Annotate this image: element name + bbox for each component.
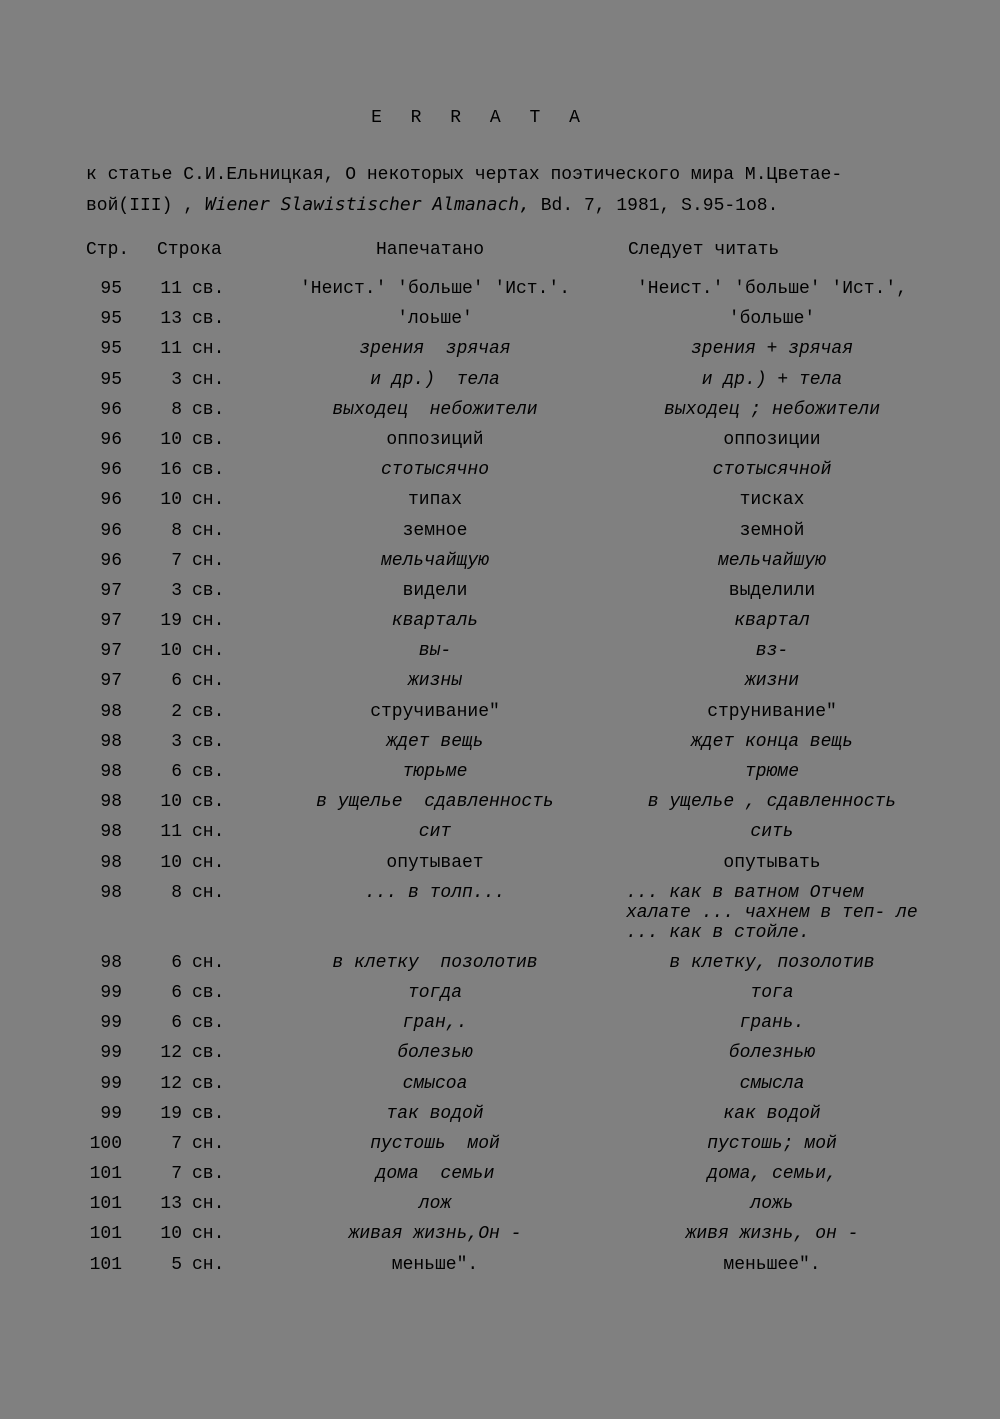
printed-text: мельчайщую xyxy=(380,550,490,571)
table-row xyxy=(0,1043,1000,1073)
line-number: 7 xyxy=(171,1133,182,1154)
line-direction: сн. xyxy=(192,852,225,873)
page-number: 101 xyxy=(89,1224,122,1245)
correct-text: квартал xyxy=(734,611,810,632)
correct-text: земной xyxy=(739,520,805,541)
line-number: 12 xyxy=(160,1073,182,1094)
printed-text: лож xyxy=(418,1194,452,1215)
page-number: 98 xyxy=(100,952,122,973)
table-row xyxy=(0,853,1000,883)
line-number: 6 xyxy=(171,952,182,973)
line-number: 7 xyxy=(171,550,182,571)
printed-text: и др.) тела xyxy=(370,369,500,390)
table-row xyxy=(0,671,1000,701)
line-direction: св. xyxy=(192,701,225,722)
page-number: 100 xyxy=(89,1133,122,1154)
printed-text: стотысячно xyxy=(380,460,490,481)
page-number: 99 xyxy=(100,1043,122,1064)
correct-text: выходец ; небожители xyxy=(663,399,881,420)
line-direction: сн. xyxy=(192,822,225,843)
table-row xyxy=(0,953,1000,983)
intro-part-a: вой(III) , xyxy=(86,196,205,216)
printed-text: вы- xyxy=(418,641,452,662)
page-number: 95 xyxy=(100,309,122,330)
printed-text: 'лоьше' xyxy=(397,309,473,330)
table-row xyxy=(0,702,1000,732)
correct-text: опутывать xyxy=(723,852,821,873)
printed-text: меньше". xyxy=(391,1254,479,1275)
correct-text: мельчайшую xyxy=(717,550,827,571)
page-number: 98 xyxy=(100,852,122,873)
intro-line-2 xyxy=(86,190,946,221)
table-row xyxy=(0,983,1000,1013)
correct-text: 'Неист.' 'больше' 'Ист.', xyxy=(636,279,908,299)
line-number: 6 xyxy=(171,982,182,1003)
correct-text: 'больше' xyxy=(728,309,816,330)
table-row xyxy=(0,1074,1000,1104)
line-number: 10 xyxy=(160,1224,182,1245)
line-number: 12 xyxy=(160,1043,182,1064)
page-number: 99 xyxy=(100,982,122,1003)
page-number: 101 xyxy=(89,1164,122,1185)
page-number: 97 xyxy=(100,671,122,692)
table-row xyxy=(0,430,1000,460)
table-row xyxy=(0,641,1000,671)
line-direction: св. xyxy=(192,460,225,481)
page-number: 98 xyxy=(100,731,122,752)
correct-text: и др.) + тела xyxy=(701,369,843,390)
correct-text: вз- xyxy=(755,641,789,662)
line-direction: св. xyxy=(192,982,225,1003)
correct-text: в клетку, позолотив xyxy=(669,952,875,973)
correct-text: в ущелье , сдавленность xyxy=(647,792,897,813)
page-number: 96 xyxy=(100,490,122,511)
correct-text: грань. xyxy=(739,1013,805,1034)
table-row xyxy=(0,611,1000,641)
correct-text: жизни xyxy=(744,671,799,692)
printed-text: земное xyxy=(402,520,468,541)
line-number: 6 xyxy=(171,762,182,782)
line-direction: св. xyxy=(192,1164,225,1185)
line-direction: св. xyxy=(192,1103,225,1124)
intro-text xyxy=(86,160,946,221)
printed-text: тюрьме xyxy=(402,762,468,782)
printed-text: ждет вещь xyxy=(386,731,484,752)
header-read: Следует читать xyxy=(628,240,780,260)
page-number: 101 xyxy=(89,1254,122,1275)
page-number: 97 xyxy=(100,580,122,601)
line-number: 8 xyxy=(171,399,182,420)
line-direction: сн. xyxy=(192,641,225,662)
printed-text: тогда xyxy=(407,982,462,1003)
correct-text: зрения + зрячая xyxy=(690,339,854,360)
line-number: 13 xyxy=(160,1194,182,1215)
table-row xyxy=(0,792,1000,822)
line-number: 8 xyxy=(171,520,182,541)
line-number: 8 xyxy=(171,882,182,903)
line-direction: св. xyxy=(192,279,225,299)
line-direction: сн. xyxy=(192,369,225,390)
printed-text: смысоа xyxy=(402,1073,468,1094)
line-direction: св. xyxy=(192,1073,225,1094)
table-row xyxy=(0,490,1000,520)
table-row xyxy=(0,1104,1000,1134)
line-direction: сн. xyxy=(192,339,225,360)
correct-text: пустошь; мой xyxy=(707,1133,837,1154)
correct-text: живя жизнь, он - xyxy=(685,1224,859,1245)
page-number: 96 xyxy=(100,399,122,420)
table-row xyxy=(0,551,1000,581)
page-number: 96 xyxy=(100,520,122,541)
line-direction: св. xyxy=(192,399,225,420)
printed-text: в клетку позолотив xyxy=(332,952,538,973)
page-number: 99 xyxy=(100,1073,122,1094)
correct-text: ... как в ватном Отчем халате ... чахнем в теп- ле ... как в стойле. xyxy=(626,882,918,943)
page-number: 97 xyxy=(100,611,122,632)
page-number: 98 xyxy=(100,882,122,903)
table-row xyxy=(0,339,1000,369)
correct-text: тога xyxy=(750,982,794,1003)
errata-title: E R R A T A xyxy=(371,108,589,128)
line-number: 10 xyxy=(160,641,182,662)
table-row xyxy=(0,1194,1000,1224)
correct-text: болезнью xyxy=(728,1043,816,1064)
line-number: 10 xyxy=(160,429,182,450)
table-row xyxy=(0,460,1000,490)
line-direction: сн. xyxy=(192,1224,225,1245)
page-number: 98 xyxy=(100,822,122,843)
printed-text: видели xyxy=(402,580,468,601)
correct-text: ждет конца вещь xyxy=(690,731,854,752)
line-direction: св. xyxy=(192,1043,225,1064)
printed-text: ... в толп... xyxy=(364,882,506,903)
line-number: 7 xyxy=(171,1164,182,1185)
line-direction: сн. xyxy=(192,882,225,903)
header-printed: Напечатано xyxy=(376,240,485,260)
journal-name: Wiener Slawistischer Almanach, xyxy=(204,194,530,215)
table-row xyxy=(0,279,1000,309)
table-row xyxy=(0,581,1000,611)
line-number: 19 xyxy=(160,1103,182,1124)
line-number: 11 xyxy=(160,822,182,843)
correct-text: меньшее". xyxy=(723,1254,821,1275)
correct-text: тисках xyxy=(739,490,805,511)
line-number: 11 xyxy=(160,339,182,360)
line-direction: св. xyxy=(192,1013,225,1034)
line-direction: св. xyxy=(192,309,225,330)
correct-text: стотысячной xyxy=(712,460,832,481)
page-number: 97 xyxy=(100,641,122,662)
errata-table xyxy=(0,279,1000,1285)
correct-text: трюме xyxy=(744,762,799,782)
page-number: 98 xyxy=(100,762,122,782)
printed-text: так водой xyxy=(386,1103,484,1124)
table-row xyxy=(0,400,1000,430)
table-row xyxy=(0,762,1000,792)
page-number: 96 xyxy=(100,429,122,450)
line-direction: сн. xyxy=(192,550,225,571)
header-line: Строка xyxy=(157,240,222,260)
intro-line-1: к статье С.И.Ельницкая, О некоторых чертах поэтического мира М.Цветае- xyxy=(86,165,843,185)
table-row xyxy=(0,1224,1000,1254)
line-direction: св. xyxy=(192,429,225,450)
intro-part-b: Bd. 7, 1981, S.95-1о8. xyxy=(529,196,779,216)
line-direction: сн. xyxy=(192,671,225,692)
printed-text: выходец небожители xyxy=(332,399,538,420)
line-number: 10 xyxy=(160,490,182,511)
line-direction: св. xyxy=(192,731,225,752)
line-number: 16 xyxy=(160,460,182,481)
correct-text: выделили xyxy=(728,580,816,601)
line-number: 6 xyxy=(171,1013,182,1034)
line-number: 10 xyxy=(160,852,182,873)
correct-text: как водой xyxy=(723,1103,821,1124)
table-row xyxy=(0,732,1000,762)
line-direction: сн. xyxy=(192,520,225,541)
table-row xyxy=(0,1164,1000,1194)
correct-text: смысла xyxy=(739,1073,805,1094)
line-number: 13 xyxy=(160,309,182,330)
correct-text: сить xyxy=(750,822,794,843)
page-number: 101 xyxy=(89,1194,122,1215)
line-direction: сн. xyxy=(192,1254,225,1275)
printed-text: зрения зрячая xyxy=(359,339,511,360)
header-page: Стр. xyxy=(86,240,130,260)
printed-text: кварталь xyxy=(391,611,479,632)
page-number: 95 xyxy=(100,339,122,360)
line-direction: сн. xyxy=(192,1133,225,1154)
printed-text: 'Неист.' 'больше' 'Ист.'. xyxy=(299,279,571,299)
printed-text: в ущелье сдавленность xyxy=(316,792,554,813)
line-direction: сн. xyxy=(192,1194,225,1215)
printed-text: дома семьи xyxy=(375,1164,495,1185)
table-row xyxy=(0,370,1000,400)
line-direction: сн. xyxy=(192,611,225,632)
page-number: 95 xyxy=(100,279,122,299)
page-number: 96 xyxy=(100,460,122,481)
correct-text: дома, семьи, xyxy=(707,1164,837,1185)
line-direction: сн. xyxy=(192,952,225,973)
line-number: 6 xyxy=(171,671,182,692)
printed-text: опутывает xyxy=(386,852,484,873)
table-row xyxy=(0,1255,1000,1285)
line-direction: сн. xyxy=(192,490,225,511)
page-number: 96 xyxy=(100,550,122,571)
table-row xyxy=(0,883,1000,953)
table-row xyxy=(0,1013,1000,1043)
line-direction: св. xyxy=(192,792,225,813)
line-direction: св. xyxy=(192,580,225,601)
correct-text: струнивание" xyxy=(707,701,837,722)
line-number: 19 xyxy=(160,611,182,632)
line-direction: св. xyxy=(192,762,225,782)
table-row xyxy=(0,822,1000,852)
printed-text: живая жизнь,Он - xyxy=(348,1224,522,1245)
printed-text: пустошь мой xyxy=(370,1133,500,1154)
correct-text: ложь xyxy=(750,1194,794,1215)
printed-text: жизны xyxy=(407,671,462,692)
printed-text: типах xyxy=(407,490,462,511)
line-number: 5 xyxy=(171,1254,182,1275)
line-number: 11 xyxy=(160,279,182,299)
page-number: 99 xyxy=(100,1013,122,1034)
page-number: 99 xyxy=(100,1103,122,1124)
correct-text: оппозиции xyxy=(723,429,821,450)
line-number: 3 xyxy=(171,731,182,752)
table-row xyxy=(0,309,1000,339)
printed-text: оппозиций xyxy=(386,429,484,450)
page-number: 95 xyxy=(100,369,122,390)
printed-text: сит xyxy=(418,822,452,843)
page-number: 98 xyxy=(100,701,122,722)
line-number: 2 xyxy=(171,701,182,722)
line-number: 10 xyxy=(160,792,182,813)
table-row xyxy=(0,1134,1000,1164)
line-number: 3 xyxy=(171,369,182,390)
page-number: 98 xyxy=(100,792,122,813)
printed-text: болезью xyxy=(397,1043,473,1064)
printed-text: гран,. xyxy=(402,1013,468,1034)
table-row xyxy=(0,521,1000,551)
line-number: 3 xyxy=(171,580,182,601)
printed-text: стручивание" xyxy=(370,701,500,722)
